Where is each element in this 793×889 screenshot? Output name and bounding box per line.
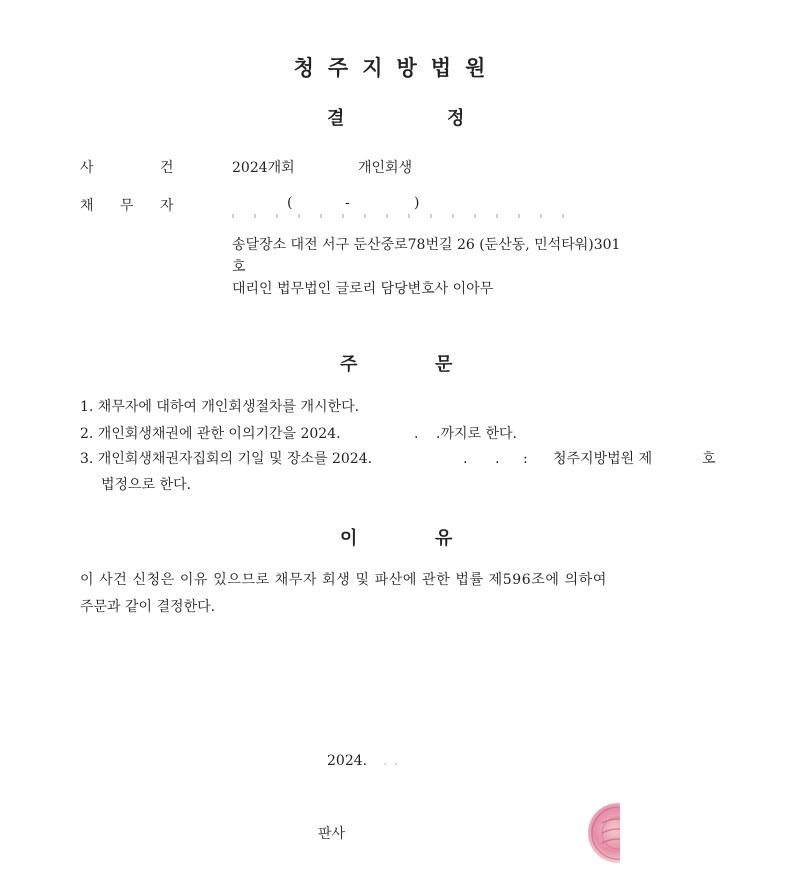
order-item-3-b: .	[463, 451, 468, 467]
case-type: 개인회생	[358, 160, 413, 176]
order-item-3-a: 3. 개인회생채권자집회의 기일 및 장소를 2024.	[80, 451, 373, 467]
decision-date-year: 2024.	[327, 753, 368, 769]
order-item-3-d: :	[523, 451, 528, 467]
legal-agent-line: 대리인 법무법인 글로리 담당변호사 이아무	[232, 281, 494, 297]
court-name: 청주지방법원	[293, 56, 500, 80]
seal-crop-mask	[620, 795, 680, 875]
reason-line-1: 이 사건 신청은 이유 있으므로 채무자 회생 및 파산에 관한 법률 제596조에 의하여	[80, 572, 607, 588]
case-number: 2024개회	[232, 160, 295, 176]
judge-label: 판사	[318, 826, 346, 842]
debtor-label-3: 자	[160, 198, 174, 214]
order-item-2-a: 2. 개인회생채권에 관한 이의기간을 2024.	[80, 426, 341, 442]
service-address-line-1: 송달장소 대전 서구 둔산중로78번길 26 (둔산동, 민석타워)301	[232, 237, 621, 253]
redacted-address-line	[232, 214, 582, 218]
service-address-line-2: 호	[232, 259, 246, 275]
reason-heading-left: 이	[340, 528, 358, 549]
order-heading-left: 주	[340, 354, 358, 375]
order-item-1: 1. 채무자에 대하여 개인회생절차를 개시한다.	[80, 399, 360, 415]
debtor-paren-close: )	[414, 195, 420, 211]
order-heading-right: 문	[435, 354, 453, 375]
decision-title-right: 정	[447, 108, 465, 129]
order-item-3-f: 호	[702, 451, 716, 467]
order-item-3-line-2: 법정으로 한다.	[101, 477, 192, 493]
debtor-dash: -	[345, 195, 350, 211]
reason-line-2: 주문과 같이 결정한다.	[80, 599, 216, 615]
debtor-label-2: 무	[120, 198, 134, 214]
order-item-3-e: 청주지방법원 제	[553, 451, 653, 467]
order-item-2-c: .까지로 한다.	[436, 426, 517, 442]
debtor-label-1: 채	[80, 198, 94, 214]
case-label-2: 건	[160, 160, 174, 176]
reason-heading-right: 유	[435, 528, 453, 549]
decision-date-rest: . .	[383, 753, 400, 769]
order-item-2-b: .	[414, 426, 419, 442]
case-label-1: 사	[80, 160, 94, 176]
order-item-3-c: .	[495, 451, 500, 467]
decision-title-left: 결	[327, 108, 345, 129]
debtor-paren-open: (	[287, 195, 293, 211]
